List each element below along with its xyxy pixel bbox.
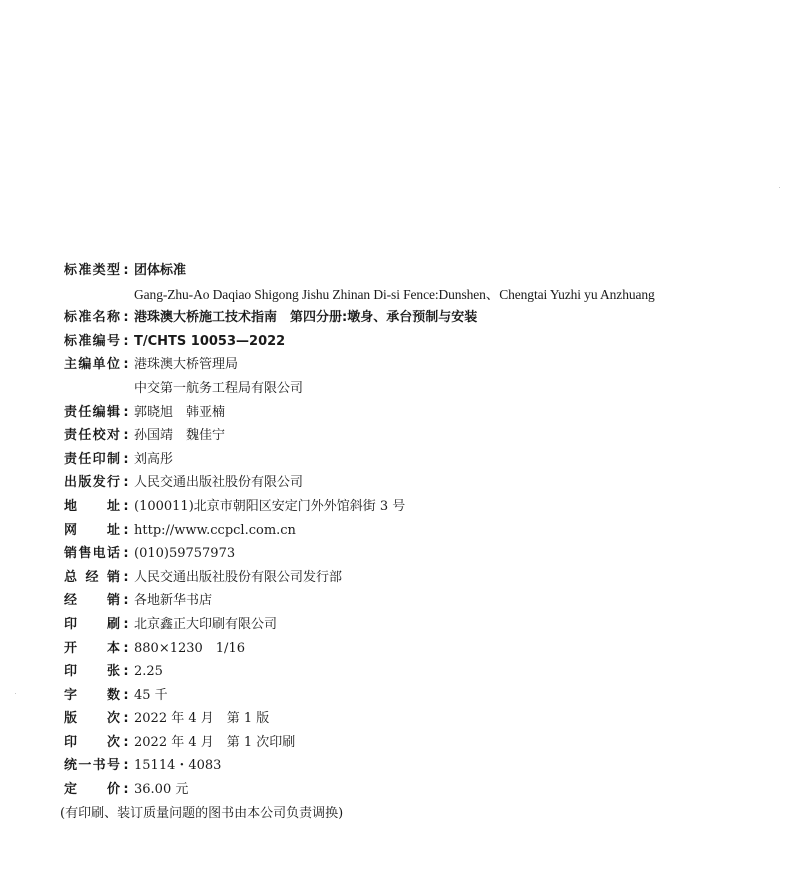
responsible-editor-value: 郭晓旭 韩亚楠 [134,404,226,420]
sheets-label [64,660,120,684]
label-char: 编 [78,357,92,373]
label-char: 书 [92,758,106,774]
colophon-block [60,259,764,825]
label-char: 行 [106,475,120,491]
edition-row: 版 次 : 2022 年 4 月 第 1 版 [64,707,764,731]
label-char: 经 [64,593,78,609]
label-char: 址 [106,522,120,538]
scan-speck [779,187,780,188]
standard-name-label [64,306,120,330]
printing-value: 2022 年 4 月 第 1 次印刷 [134,734,296,750]
standard-type-row: 标 准 类 型 : 团体标准 [64,259,764,283]
editor-unit-value-2: 中交第一航务工程局有限公司 [134,380,304,396]
label-char: 标 [64,310,78,326]
sheets-value: 2.25 [134,664,163,680]
label-char: 号 [106,758,120,774]
label-char: 对 [106,428,120,444]
label-char: 位 [106,357,120,373]
responsible-proofreader-value: 孙国靖 魏佳宁 [134,428,226,444]
responsible-editor-row: 责 任 编 辑 : 郭晓旭 韩亚楠 [64,401,764,425]
label-char: 责 [64,428,78,444]
label-char: 总 [64,569,78,585]
label-char: 准 [78,263,92,278]
label-char: 编 [92,333,106,349]
label-char: 单 [92,357,106,373]
format-value: 880×1230 1/16 [134,640,245,656]
general-distributor-row: 总 经 销 : 人民交通出版社股份有限公司发行部 [64,566,764,590]
editor-unit-row: 主 编 单 位 : 港珠澳大桥管理局 [64,353,764,377]
label-char: 名 [92,310,106,326]
publisher-value: 人民交通出版社股份有限公司 [134,475,304,491]
responsible-proofreader-label [64,424,120,448]
website-row: 网 址 : http://www.ccpcl.com.cn [64,519,764,543]
label-char: 开 [64,640,78,656]
label-char: 次 [106,734,120,750]
label-char: 地 [64,498,78,514]
standard-number-value: T/CHTS 10053—2022 [134,333,286,349]
responsible-editor-label [64,401,120,425]
label-char: 准 [78,333,92,349]
quality-note-row [60,802,764,826]
printing-label [64,731,120,755]
printer-label [64,613,120,637]
label-char: 准 [78,310,92,326]
editor-unit-label [64,353,120,377]
edition-value: 2022 年 4 月 第 1 版 [134,711,270,727]
label-char: 任 [78,428,92,444]
unified-book-number-row: 统 一 书 号 : 15114・4083 [64,754,764,778]
label-char: 印 [92,451,106,467]
standard-name-row: 标 准 名 称 : 港珠澳大桥施工技术指南 第四分册:墩身、承台预制与安装 [64,306,764,330]
label-char: 责 [64,451,78,467]
label-char: 版 [78,475,92,491]
standard-number-label [64,330,120,354]
label-char: 印 [64,616,78,632]
label-char: 经 [85,569,99,585]
sales-phone-value: (010)59757973 [134,546,236,562]
standard-number-row: 标 准 编 号 : T/CHTS 10053—2022 [64,330,764,354]
distributor-row: 经 销 : 各地新华书店 [64,589,764,613]
sheets-row: 印 张 : 2.25 [64,660,764,684]
label-char: 一 [78,758,92,774]
address-row: 地 址 : (100011)北京市朝阳区安定门外外馆斜街 3 号 [64,495,764,519]
pinyin-title-row [64,283,764,307]
responsible-proofreader-row: 责 任 校 对 : 孙国靖 魏佳宁 [64,424,764,448]
distributor-value: 各地新华书店 [134,593,213,609]
address-value: (100011)北京市朝阳区安定门外外馆斜街 3 号 [134,498,406,514]
label-char: 编 [92,404,106,420]
label-char: 数 [106,687,120,703]
label-char: 本 [106,640,120,656]
format-label [64,637,120,661]
editor-unit-row-2 [64,377,764,401]
editor-unit-value-1: 港珠澳大桥管理局 [134,357,239,373]
label-char: 辑 [106,404,120,420]
label-char: 统 [64,758,78,774]
price-value: 36.00 元 [134,782,189,798]
website-value: http://www.ccpcl.com.cn [134,522,296,538]
pinyin-title: Gang-Zhu-Ao Daqiao Shigong Jishu Zhinan Di-si Fence:Dunshen、Chengtai Yuzhi yu Anzhuang [134,286,655,302]
label-char: 号 [106,333,120,349]
website-label [64,519,120,543]
label-char: 字 [64,687,78,703]
label-char: 次 [106,711,120,727]
label-char: 型 [106,263,120,278]
distributor-label [64,589,120,613]
label-char: 称 [106,310,120,326]
label-char: 张 [106,664,120,680]
label-char: 刷 [106,616,120,632]
unified-book-number-value: 15114・4083 [134,758,222,774]
publisher-row: 出 版 发 行 : 人民交通出版社股份有限公司 [64,471,764,495]
printing-row: 印 次 : 2022 年 4 月 第 1 次印刷 [64,731,764,755]
label-char: 销 [106,593,120,609]
label-char: 校 [92,428,106,444]
printer-value: 北京鑫正大印刷有限公司 [134,616,278,632]
responsible-printing-value: 刘高彤 [134,451,174,467]
label-char: 任 [78,404,92,420]
label-char: 类 [92,263,106,278]
label-char: 发 [92,475,106,491]
label-char: 印 [64,664,78,680]
scan-speck [15,693,16,694]
format-row: 开 本 : 880×1230 1/16 [64,637,764,661]
printer-row: 印 刷 : 北京鑫正大印刷有限公司 [64,613,764,637]
address-label [64,495,120,519]
label-char: 销 [106,569,120,585]
word-count-value: 45 千 [134,687,168,703]
edition-label [64,707,120,731]
label-char: 版 [64,711,78,727]
label-char: 标 [64,333,78,349]
standard-name-value: 港珠澳大桥施工技术指南 第四分册:墩身、承台预制与安装 [134,310,478,326]
label-char: 任 [78,451,92,467]
label-char: 网 [64,522,78,538]
general-distributor-value: 人民交通出版社股份有限公司发行部 [134,569,343,585]
standard-type-value: 团体标准 [134,263,187,278]
sales-phone-row: 销 售 电 话 : (010)59757973 [64,542,764,566]
unified-book-number-label [64,754,120,778]
label-char: 价 [106,782,120,798]
label-char: 印 [64,734,78,750]
price-label [64,778,120,802]
label-char: 销 [64,546,78,562]
label-char: 址 [106,498,120,514]
quality-note: (有印刷、装订质量问题的图书由本公司负责调换) [60,805,344,821]
responsible-printing-label [64,448,120,472]
label-char: 出 [64,475,78,491]
label-char: 制 [106,451,120,467]
label-char: 电 [92,546,106,562]
price-row: 定 价 : 36.00 元 [64,778,764,802]
standard-type-label [64,259,120,283]
label-char: 定 [64,782,78,798]
general-distributor-label [64,566,120,590]
label-char: 话 [106,546,120,562]
word-count-row: 字 数 : 45 千 [64,684,764,708]
label-char: 标 [64,263,78,278]
responsible-printing-row: 责 任 印 制 : 刘高彤 [64,448,764,472]
sales-phone-label [64,542,120,566]
word-count-label [64,684,120,708]
label-char: 主 [64,357,78,373]
label-char: 售 [78,546,92,562]
publisher-label [64,471,120,495]
label-char: 责 [64,404,78,420]
